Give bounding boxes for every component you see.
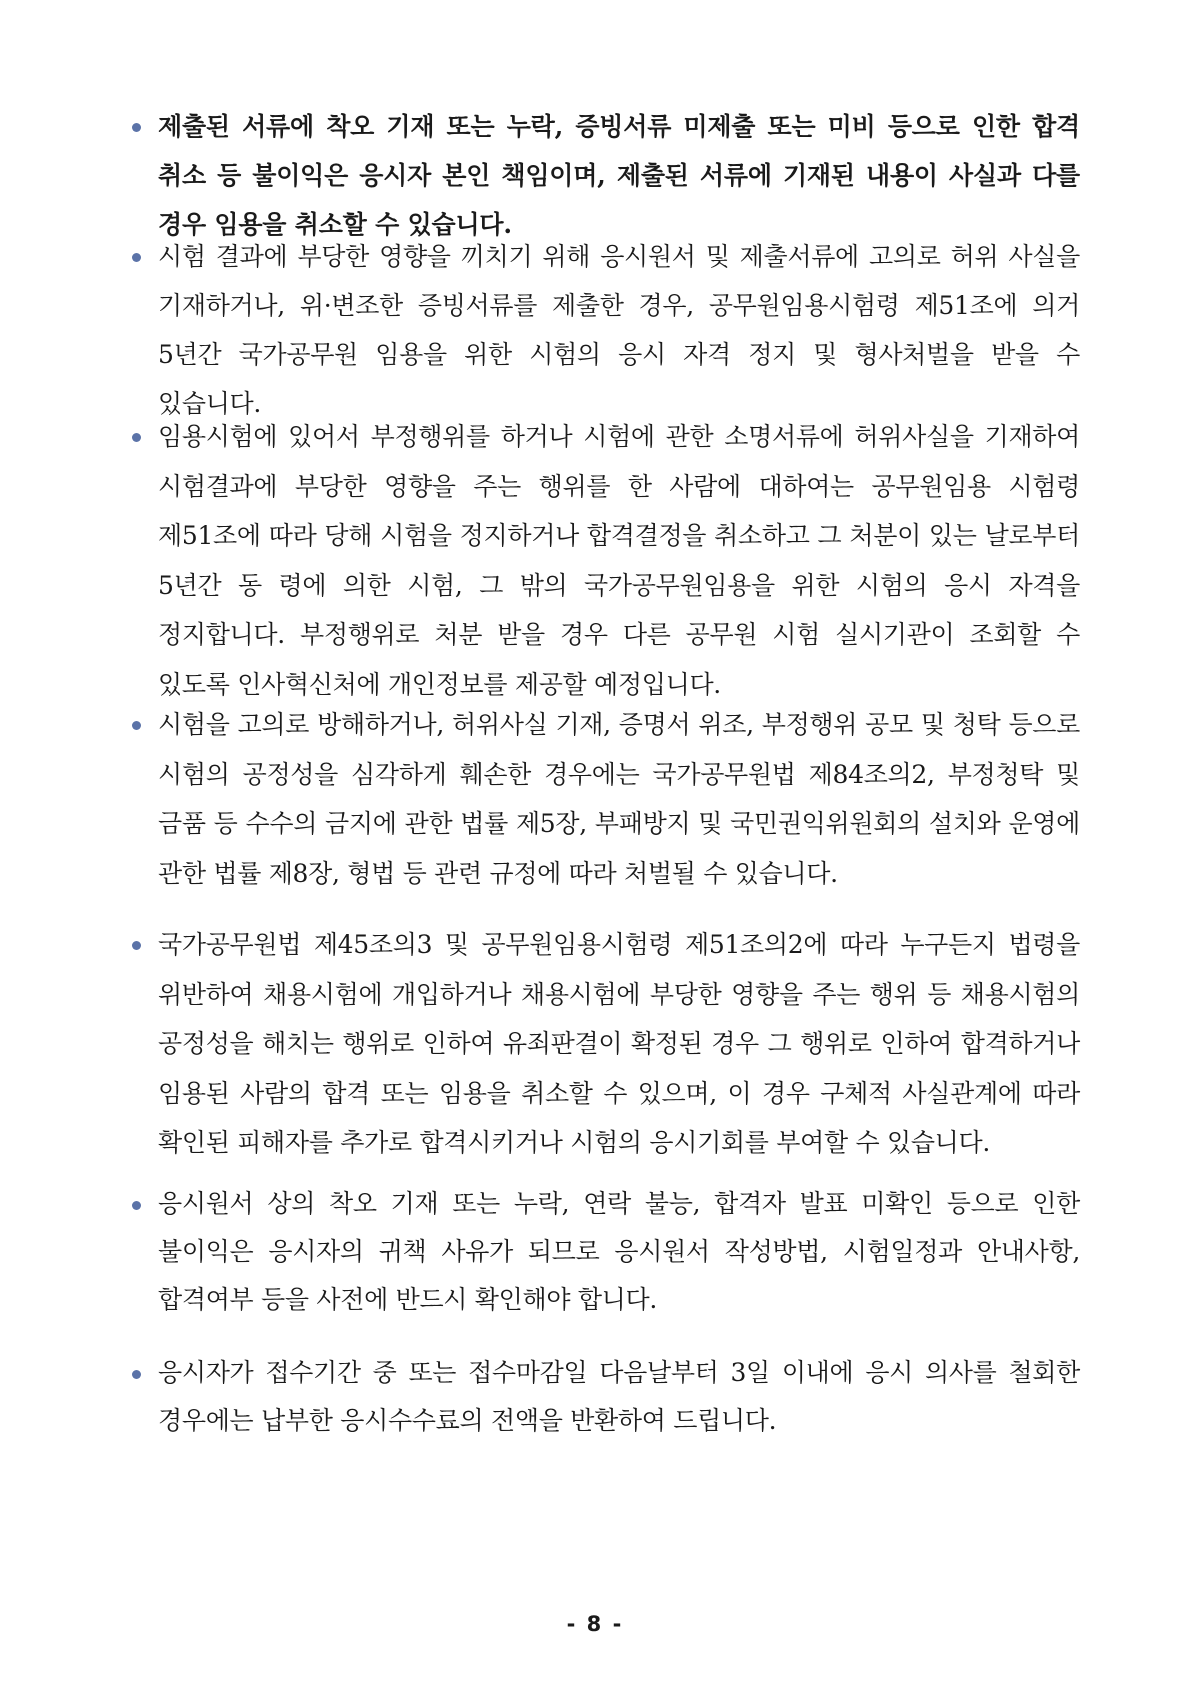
bullet-icon	[132, 1201, 141, 1210]
notice-text-4: 시험을 고의로 방해하거나, 허위사실 기재, 증명서 위조, 부정행위 공모 및 청탁 등으로 시험의 공정성을 심각하게 훼손한 경우에는 국가공무원법 제84조의2, 부정청탁 및 금품 등 수수의 금지에 관한 법률 제5장, 부패방지 및 국민권익위원회의 설치와 운영에 관한 법률 제8장, 형법 등 관련 규정에 따라 처벌될 수 있습니다.	[158, 710, 1080, 888]
notice-item-7	[132, 1349, 1080, 1445]
bullet-icon	[132, 123, 141, 132]
notice-item-1	[132, 102, 1080, 249]
notice-text-2: 시험 결과에 부당한 영향을 끼치기 위해 응시원서 및 제출서류에 고의로 허위 사실을 기재하거나, 위·변조한 증빙서류를 제출한 경우, 공무원임용시험령 제51조에 의거 5년간 국가공무원 임용을 위한 시험의 응시 자격 정지 및 형사처벌을 받을 수 있습니다.	[158, 242, 1080, 418]
bullet-icon	[132, 253, 141, 262]
notice-item-3	[132, 412, 1080, 709]
notice-text-3: 임용시험에 있어서 부정행위를 하거나 시험에 관한 소명서류에 허위사실을 기재하여 시험결과에 부당한 영향을 주는 행위를 한 사람에 대하여는 공무원임용 시험령 제51조에 따라 당해 시험을 정지하거나 합격결정을 취소하고 그 처분이 있는 날로부터 5년간 동 령에 의한 시험, 그 밖의 국가공무원임용을 위한 시험의 응시 자격을 정지합니다. 부정행위로 처분 받을 경우 다른 공무원 시험 실시기관이 조회할 수 있도록 인사혁신처에 개인정보를 제공할 예정입니다.	[158, 422, 1080, 699]
notice-text-6: 응시원서 상의 착오 기재 또는 누락, 연락 불능, 합격자 발표 미확인 등으로 인한 불이익은 응시자의 귀책 사유가 되므로 응시원서 작성방법, 시험일정과 안내사항, 합격여부 등을 사전에 반드시 확인해야 합니다.	[158, 1189, 1080, 1314]
notice-item-5	[132, 920, 1080, 1168]
notice-text-5: 국가공무원법 제45조의3 및 공무원임용시험령 제51조의2에 따라 누구든지 법령을 위반하여 채용시험에 개입하거나 채용시험에 부당한 영향을 주는 행위 등 채용시험의 공정성을 해치는 행위로 인하여 유죄판결이 확정된 경우 그 행위로 인하여 합격하거나 임용된 사람의 합격 또는 임용을 취소할 수 있으며, 이 경우 구체적 사실관계에 따라 확인된 피해자를 추가로 합격시키거나 시험의 응시기회를 부여할 수 있습니다.	[158, 930, 1080, 1157]
bullet-icon	[132, 1370, 141, 1379]
bullet-icon	[132, 721, 141, 730]
notice-item-4	[132, 700, 1080, 898]
notice-item-6	[132, 1180, 1080, 1324]
notice-text-1: 제출된 서류에 착오 기재 또는 누락, 증빙서류 미제출 또는 미비 등으로 인한 합격 취소 등 불이익은 응시자 본인 책임이며, 제출된 서류에 기재된 내용이 사실과 다를 경우 임용을 취소할 수 있습니다.	[158, 112, 1080, 239]
page-number: - 8 -	[566, 1612, 624, 1636]
notice-text-7: 응시자가 접수기간 중 또는 접수마감일 다음날부터 3일 이내에 응시 의사를 철회한 경우에는 납부한 응시수수료의 전액을 반환하여 드립니다.	[158, 1358, 1080, 1435]
bullet-icon	[132, 433, 141, 442]
notice-item-2	[132, 232, 1080, 428]
bullet-icon	[132, 941, 141, 950]
